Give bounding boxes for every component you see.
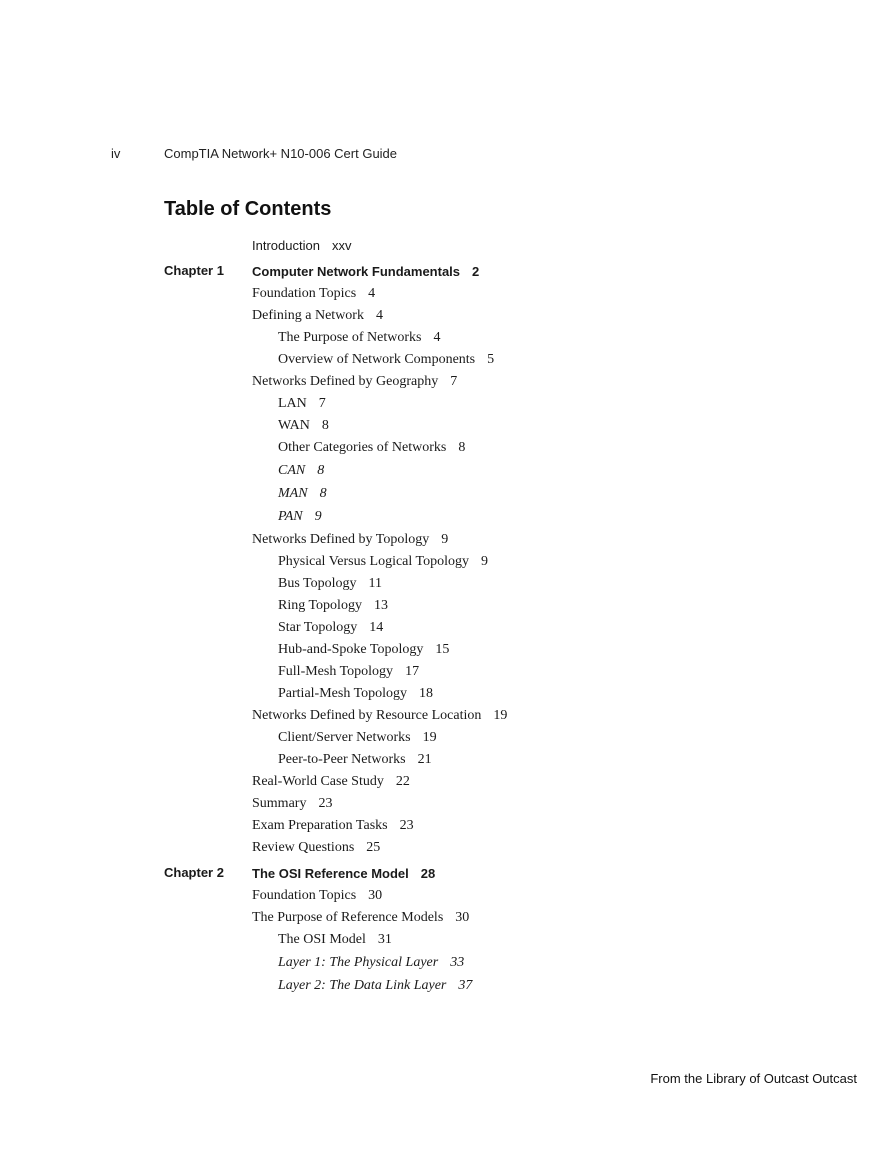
entry-page-number: 14 <box>369 620 384 635</box>
entry-page-number: 23 <box>318 796 333 811</box>
entry-title: Exam Preparation Tasks <box>252 818 388 833</box>
entry-page-number: 7 <box>450 374 458 389</box>
entry-page-number: 8 <box>321 418 329 433</box>
entry-page-number: 25 <box>366 840 381 855</box>
toc-entry <box>252 285 375 303</box>
entry-title: Foundation Topics <box>252 286 357 301</box>
toc-entry <box>278 619 383 637</box>
toc-entry <box>278 977 472 995</box>
entry-page-number: 11 <box>368 576 382 591</box>
toc-heading: Table of Contents <box>164 198 332 220</box>
entry-page-number: 31 <box>377 932 392 947</box>
toc-entry <box>278 685 433 703</box>
entry-page-number: 33 <box>450 955 465 970</box>
entry-title: Real-World Case Study <box>252 774 384 789</box>
toc-entry <box>278 508 322 526</box>
toc-entry <box>278 663 419 681</box>
entry-page-number: 28 <box>420 866 436 881</box>
toc-entry <box>252 773 410 791</box>
toc-entry <box>278 553 488 571</box>
toc-entry <box>252 707 507 725</box>
entry-page-number: 19 <box>422 730 437 745</box>
entry-page-number: 5 <box>487 352 495 367</box>
entry-page-number: 37 <box>458 978 473 993</box>
entry-title: Networks Defined by Resource Location <box>252 708 482 723</box>
entry-title: Networks Defined by Topology <box>252 532 430 547</box>
entry-page-number: 8 <box>458 440 466 455</box>
entry-title: PAN <box>278 509 303 524</box>
toc-chapter-entry <box>252 865 435 883</box>
entry-title: Introduction <box>252 238 320 253</box>
entry-page-number: 4 <box>433 330 441 345</box>
toc-entry <box>252 887 382 905</box>
entry-page-number: 30 <box>368 888 383 903</box>
toc-entry <box>278 575 382 593</box>
entry-page-number: 15 <box>435 642 450 657</box>
book-title: CompTIA Network+ N10-006 Cert Guide <box>164 146 398 161</box>
entry-title: Star Topology <box>278 620 358 635</box>
entry-page-number: 19 <box>493 708 508 723</box>
entry-title: CAN <box>278 463 306 478</box>
toc-entry <box>278 462 324 480</box>
toc-entry <box>278 729 437 747</box>
toc-entry <box>278 329 440 347</box>
entry-title: Summary <box>252 796 307 811</box>
toc-entry <box>252 531 448 549</box>
entry-page-number: 30 <box>455 910 470 925</box>
entry-title: Review Questions <box>252 840 355 855</box>
entry-title: Layer 1: The Physical Layer <box>278 955 439 970</box>
toc-entry <box>278 439 465 457</box>
entry-page-number: 22 <box>395 774 410 789</box>
entry-title: The Purpose of Reference Models <box>252 910 444 925</box>
entry-title: WAN <box>278 418 310 433</box>
toc-entry <box>278 641 449 659</box>
entry-title: MAN <box>278 486 308 501</box>
entry-title: Layer 2: The Data Link Layer <box>278 978 447 993</box>
entry-page-number: 23 <box>399 818 414 833</box>
entry-title: Networks Defined by Geography <box>252 374 439 389</box>
toc-entry <box>278 485 327 503</box>
toc-entry <box>278 417 329 435</box>
chapter-label: Chapter 2 <box>164 865 224 880</box>
entry-page-number: 8 <box>317 463 325 478</box>
entry-page-number: 9 <box>314 509 322 524</box>
entry-title: Defining a Network <box>252 308 364 323</box>
toc-entry <box>252 373 457 391</box>
entry-title: Full-Mesh Topology <box>278 664 394 679</box>
entry-page-number: 9 <box>441 532 449 547</box>
toc-entry <box>252 795 332 813</box>
toc-entry <box>252 909 469 927</box>
entry-title: The Purpose of Networks <box>278 330 422 345</box>
entry-title: Hub-and-Spoke Topology <box>278 642 424 657</box>
toc-entry <box>278 954 464 972</box>
toc-chapter-entry <box>252 263 479 281</box>
entry-page-number: 21 <box>417 752 432 767</box>
entry-title: Other Categories of Networks <box>278 440 447 455</box>
entry-title: Ring Topology <box>278 598 362 613</box>
entry-title: Bus Topology <box>278 576 357 591</box>
toc-entry <box>278 931 392 949</box>
entry-page-number: 17 <box>405 664 420 679</box>
toc-entry <box>252 307 383 325</box>
page-footer: From the Library of Outcast Outcast <box>650 1071 857 1086</box>
chapter-label: Chapter 1 <box>164 263 224 278</box>
page-number: iv <box>111 146 121 161</box>
entry-page-number: 18 <box>419 686 434 701</box>
entry-title: Partial-Mesh Topology <box>278 686 408 701</box>
entry-title: Foundation Topics <box>252 888 357 903</box>
entry-page-number: 7 <box>318 396 326 411</box>
entry-title: Client/Server Networks <box>278 730 411 745</box>
entry-page-number: 9 <box>481 554 488 569</box>
entry-title: The OSI Model <box>278 932 366 947</box>
entry-title: Overview of Network Components <box>278 352 476 367</box>
toc-entry <box>252 817 414 835</box>
entry-title: Physical Versus Logical Topology <box>278 554 469 569</box>
entry-page-number: 13 <box>373 598 388 613</box>
toc-entry <box>278 395 326 413</box>
entry-page-number: 4 <box>375 308 383 323</box>
entry-title: Computer Network Fundamentals <box>252 264 461 279</box>
entry-title: Peer-to-Peer Networks <box>278 752 406 767</box>
entry-page-number: 8 <box>319 486 327 501</box>
entry-page-number: 2 <box>472 264 480 279</box>
toc-entry <box>252 237 351 255</box>
entry-page-number: xxv <box>331 238 352 253</box>
toc-entry <box>278 597 388 615</box>
toc-entry <box>278 751 432 769</box>
entry-title: The OSI Reference Model <box>252 866 409 881</box>
entry-title: LAN <box>278 396 307 411</box>
toc-entry <box>278 351 494 369</box>
toc-entry <box>252 839 380 857</box>
entry-page-number: 4 <box>368 286 376 301</box>
